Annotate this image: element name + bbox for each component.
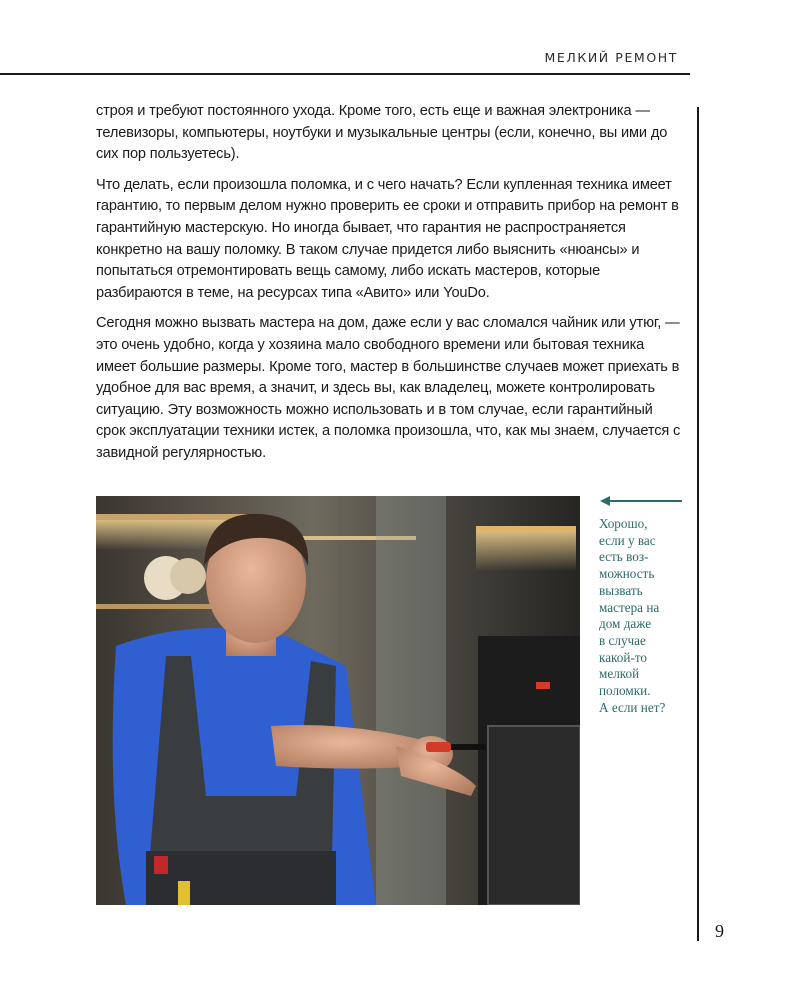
caption-line: поломки. [599,683,651,699]
caption-line: мелкой [599,666,640,682]
repairman-photo [96,496,580,905]
body-text [96,101,684,474]
margin-rule [697,107,699,941]
caption-line: Хорошо, [599,516,648,531]
header-rule [0,73,690,75]
page-number: 9 [715,921,724,941]
arrow-left-icon [600,494,682,508]
section-header: МЕЛКИЙ РЕМОНТ [544,50,678,65]
caption-line: в случае [599,632,646,648]
caption-line: есть воз- [599,549,649,565]
caption-line: если у вас [599,532,656,548]
caption-line: можность [599,566,655,582]
paragraph: строя и требуют постоянного ухода. Кроме того, есть еще и важная электроника — телевизоры, компьютеры, ноутбуки и музыкальные центры (если, конечно, вы ими до сих пор пользуетесь). [96,103,668,163]
photo-caption [599,516,689,716]
caption-line: вызвать [599,582,643,598]
caption-line: дом даже [599,616,652,632]
paragraph: Сегодня можно вызвать мастера на дом, даже если у вас сломался чайник или утюг, — это очень удобно, когда у хозяина мало свободного времени или бытовая техника имеет большие размеры. Кроме того, мастер в большинстве случаев может приехать в удобное для вас время, а значит, и здесь вы, как владелец, можете контролировать ситуацию. Эту возможность можно использовать и в том случае, если гарантийный срок эксплуатации техники истек, а поломка произошла, что, как мы знаем, случается с завидной регулярностью. [96,315,681,461]
paragraph: Что делать, если произошла поломка, и с чего начать? Если купленная техника имеет гарантию, то первым делом нужно проверить ее сроки и отправить прибор на ремонт в гарантийную мастерскую. Но иногда бывает, что гарантия не распространяется конкретно на вашу поломку. В таком случае придется либо выяснить «нюансы» и попытаться отремонтировать вещь самому, либо искать мастеров, которые разбираются в теме, на ресурсах типа «Авито» или YouDo. [96,176,679,301]
caption-line: А если нет? [599,699,666,715]
caption-line: мастера на [599,599,660,615]
caption-line: какой-то [599,649,648,665]
